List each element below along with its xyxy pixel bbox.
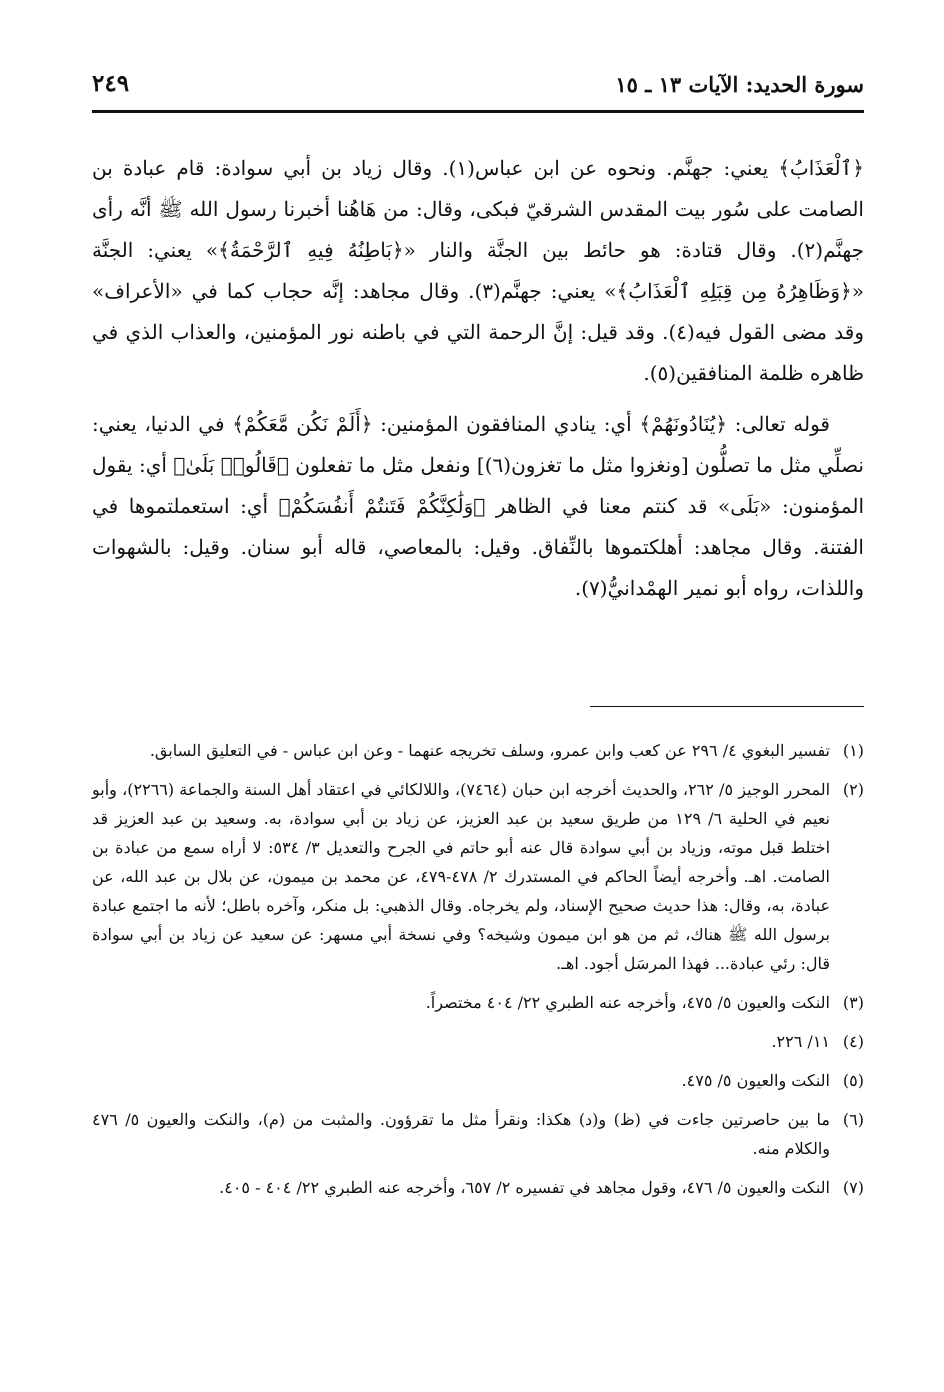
footnote-number: (١)	[842, 741, 864, 760]
footnote-item	[92, 1173, 864, 1202]
footnotes	[92, 736, 864, 1212]
footnote-item	[92, 988, 864, 1017]
footnote-item	[92, 1027, 864, 1056]
footnote-text: ١١/ ٢٢٦.	[771, 1032, 830, 1051]
body-paragraph: قوله تعالى: ﴿يُنَادُونَهُمْ﴾ أي: ينادي المنافقون المؤمنين: ﴿أَلَمْ نَكُن مَّعَكُمْ﴾ في الدنيا، يعني: نصلِّي مثل ما تصلُّون [ونغزوا مثل ما تغزون(٦)] ونفعل مثل ما تفعلون ﴿قَالُوا۟ بَلَىٰ﴾ أي: يقول المؤمنون: «بَلَى» قد كنتم معنا في الظاهر ﴿وَلَٰكِنَّكُمْ فَتَنتُمْ أَنفُسَكُمْ﴾ أي: استعملتموها في الفتنة. وقال مجاهد: أهلكتموها بالنِّفاق. وقيل: بالمعاصي، قاله أبو سنان. وقيل: بالشهوات واللذات، رواه أبو نمير الهمْدانيُّ(٧).	[92, 412, 864, 600]
running-header	[92, 66, 864, 106]
running-header-title: سورة الحديد: الآيات ١٣ ـ ١٥	[615, 72, 864, 97]
footnote-item	[92, 1105, 864, 1163]
footnote-text: النكت والعيون ٥/ ٤٧٥.	[681, 1071, 830, 1090]
footnote-number: (٢)	[842, 780, 864, 799]
footnote-item	[92, 1066, 864, 1095]
footnote-item	[92, 736, 864, 765]
footnote-number: (٥)	[842, 1071, 864, 1090]
footnote-text: تفسير البغوي ٤/ ٢٩٦ عن كعب وابن عمرو، وسلف تخريجه عنهما - وعن ابن عباس - في التعليق السابق.	[149, 741, 830, 760]
main-text	[92, 148, 864, 609]
footnote-text: المحرر الوجيز ٥/ ٢٦٢، والحديث أخرجه ابن حبان (٧٤٦٤)، واللالكائي في اعتقاد أهل السنة والجماعة (٢٢٦٦)، وأبو نعيم في الحلية ٦/ ١٢٩ من طريق سعيد بن عبد العزيز، عن زياد بن أبي سوادة، به. وسعيد بن عبد العزيز قد اختلط قبل موته، وزياد بن أبي سوادة قال عنه أبو حاتم في الجرح والتعديل ٣/ ٥٣٤: لا أراه سمع من عبادة بن الصامت. اهـ. وأخرجه أيضاً الحاكم في المستدرك ٢/ ٤٧٨-٤٧٩، عن محمد بن ميمون، عن بلال بن عبد الله، عن عبادة، به، وقال: هذا حديث صحيح الإسناد، ولم يخرجاه. وقال الذهبي: بل منكر، وآخره باطل؛ لأنه ما اجتمع عبادة برسول الله ﷺ هناك، ثم من هو ابن ميمون وشيخه؟ وفي نسخة أبي مسهر: عن سعيد عن زياد بن أبي سوادة قال: رئي عبادة... فهذا المرسَل أجود. اهـ.	[92, 780, 831, 973]
footnote-text: ما بين حاصرتين جاءت في (ظ) و(د) هكذا: ونقرأ مثل ما تقرؤون. والمثبت من (م)، والنكت والعيون ٥/ ٤٧٦ والكلام منه.	[92, 1110, 830, 1158]
body-paragraph: ﴿ٱلْعَذَابُ﴾ يعني: جهنَّم. ونحوه عن ابن عباس(١). وقال زياد بن أبي سوادة: قام عبادة بن الصامت على سُور بيت المقدس الشرقيّ فبكى، وقال: من هَاهُنا أخبرنا رسول الله ﷺ أنَّه رأى جهنَّم(٢). وقال قتادة: هو حائط بين الجنَّة والنار «﴿بَاطِنُهُ فِيهِ ٱلرَّحْمَةُ﴾» يعني: الجنَّة «﴿وَظَاهِرُهُ مِن قِبَلِهِ ٱلْعَذَابُ﴾» يعني: جهنَّم(٣). وقال مجاهد: إنَّه حجاب كما في «الأعراف» وقد مضى القول فيه(٤). وقد قيل: إنَّ الرحمة التي في باطنه نور المؤمنين، والعذاب الذي في ظاهره ظلمة المنافقين(٥).	[92, 156, 864, 385]
page-number: ٢٤٩	[92, 70, 130, 97]
footnote-item	[92, 775, 864, 978]
footnotes-divider	[590, 706, 864, 707]
footnote-number: (٤)	[842, 1032, 864, 1051]
footnote-number: (٦)	[842, 1110, 864, 1129]
footnote-text: النكت والعيون ٥/ ٤٧٥، وأخرجه عنه الطبري ٢٢/ ٤٠٤ مختصراً.	[425, 993, 830, 1012]
footnote-number: (٣)	[842, 993, 864, 1012]
header-divider	[92, 110, 864, 113]
footnote-number: (٧)	[842, 1178, 864, 1197]
footnote-text: النكت والعيون ٥/ ٤٧٦، وقول مجاهد في تفسيره ٢/ ٦٥٧، وأخرجه عنه الطبري ٢٢/ ٤٠٤ - ٤٠٥.	[219, 1178, 830, 1197]
